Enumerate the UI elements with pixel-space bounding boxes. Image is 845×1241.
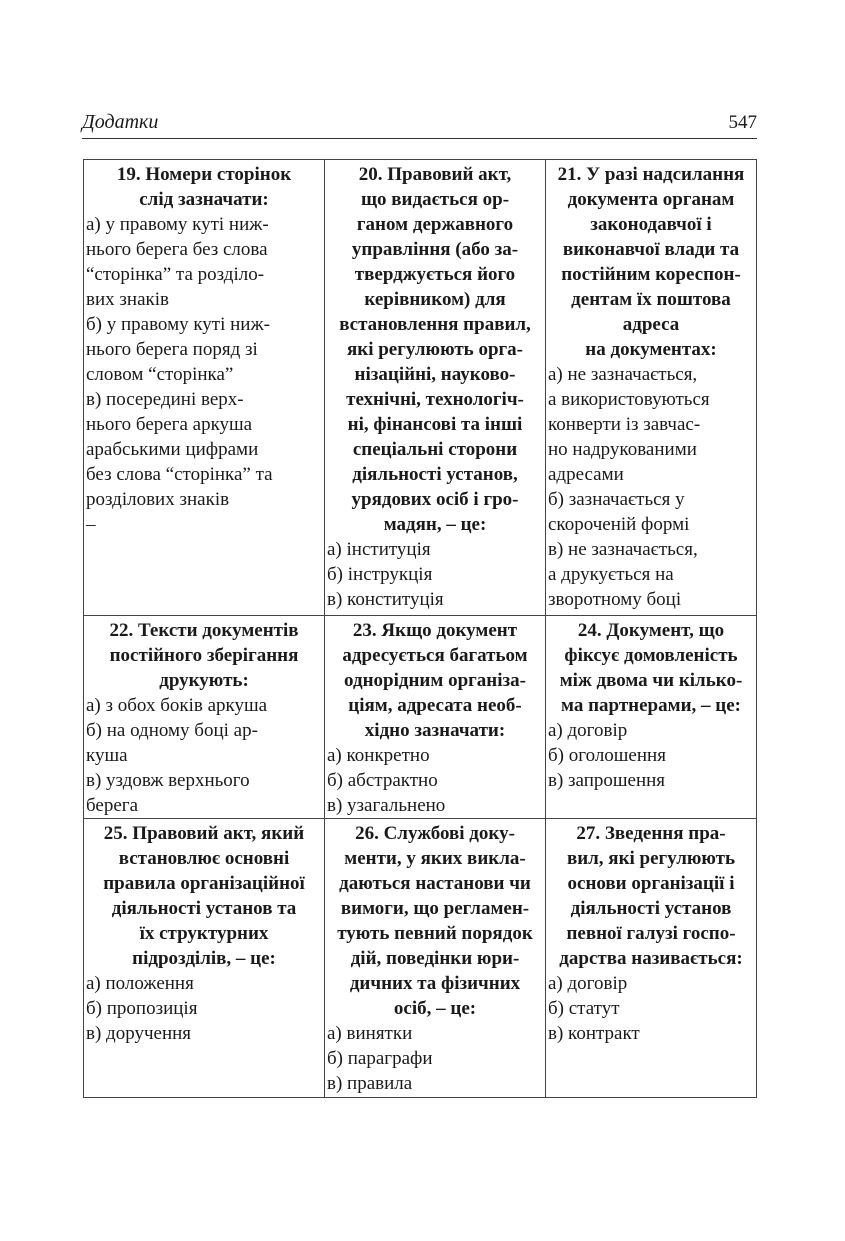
answer-option-line: берега xyxy=(86,795,139,816)
question-text xyxy=(548,618,754,718)
question-cell xyxy=(325,819,546,1098)
question-line: основи організації і xyxy=(567,873,735,894)
question-line: ганом державного xyxy=(356,214,514,235)
answer-option-line: вих знаків xyxy=(86,289,169,310)
question-line: 26. Службові доку- xyxy=(355,823,515,844)
question-line: нізаційні, науково- xyxy=(354,364,516,385)
question-text xyxy=(86,162,322,212)
answer-option-line: б) абстрактно xyxy=(327,770,438,791)
question-line: тверджується його xyxy=(354,264,516,285)
question-line: друкують: xyxy=(159,670,249,691)
question-line: діяльності установ, xyxy=(352,464,518,485)
question-line: на документах: xyxy=(585,339,717,360)
question-cell xyxy=(325,616,546,819)
question-line: законодавчої і xyxy=(590,214,712,235)
question-line: технічні, технологіч- xyxy=(346,389,524,410)
question-cell xyxy=(84,616,325,819)
answer-option-line: адресами xyxy=(548,464,624,485)
answer-option-line: а) договір xyxy=(548,973,628,994)
question-line: вимоги, що регламен- xyxy=(340,898,530,919)
answer-option-line: розділових знаків xyxy=(86,489,230,510)
question-line: правила організаційної xyxy=(103,873,305,894)
question-line: документа органам xyxy=(567,189,735,210)
answer-option-line: б) інструкція xyxy=(327,564,433,585)
question-line: 19. Номери сторінок xyxy=(116,164,292,185)
question-line: адреса xyxy=(622,314,680,335)
answer-option-line: в) посередині верх- xyxy=(86,389,244,410)
question-line: адресується багатьом xyxy=(342,645,528,666)
answer-option-line: в) запрошення xyxy=(548,770,666,791)
question-text xyxy=(327,618,543,743)
question-text xyxy=(327,821,543,1021)
question-line: ма партнерами, – це: xyxy=(561,695,741,716)
question-line: керівником) для xyxy=(364,289,506,310)
question-line: які регулюють орга- xyxy=(346,339,523,360)
quiz-table-body xyxy=(84,160,757,1098)
question-line: що видається ор- xyxy=(360,189,510,210)
answer-option-line: словом “сторінка” xyxy=(86,364,234,385)
table-row xyxy=(84,616,757,819)
question-line: мадян, – це: xyxy=(383,514,487,535)
question-line: дичних та фізичних xyxy=(349,973,521,994)
answer-option-line: б) на одному боці ар- xyxy=(86,720,258,741)
answer-option-line: нього берега поряд зі xyxy=(86,339,258,360)
question-cell xyxy=(325,160,546,616)
table-row xyxy=(84,160,757,616)
question-line: спеціальні сторони xyxy=(352,439,518,460)
question-line: дентам їх поштова xyxy=(571,289,731,310)
answer-option-line: скороченій формі xyxy=(548,514,690,535)
question-line: ні, фінансові та інші xyxy=(347,414,523,435)
question-line: дій, поведінки юри- xyxy=(350,948,520,969)
answer-option-line: куша xyxy=(86,745,128,766)
answer-option-line: б) у правому куті ниж- xyxy=(86,314,270,335)
question-line: встановлення правил, xyxy=(339,314,531,335)
question-line: 21. У разі надсилання xyxy=(557,164,745,185)
question-line: даються настанови чи xyxy=(339,873,531,894)
answer-option-line: а) не зазначається, xyxy=(548,364,698,385)
question-line: тують певний порядок xyxy=(337,923,533,944)
answer-option-line: а друкується на xyxy=(548,564,674,585)
question-line: певної галузі госпо- xyxy=(566,923,736,944)
answer-options xyxy=(548,362,754,612)
answer-option-line: нього берега аркуша xyxy=(86,414,253,435)
answer-option-line: в) уздовж верхнього xyxy=(86,770,250,791)
question-line: осіб, – це: xyxy=(393,998,477,1019)
question-line: 20. Правовий акт, xyxy=(358,164,512,185)
question-cell xyxy=(546,819,757,1098)
question-line: менти, у яких викла- xyxy=(344,848,526,869)
question-line: однорідним організа- xyxy=(344,670,526,691)
question-cell xyxy=(546,160,757,616)
answer-option-line: а) конкретно xyxy=(327,745,430,766)
question-line: дарства називається: xyxy=(559,948,743,969)
answer-option-line: без слова “сторінка” та xyxy=(86,464,273,485)
answer-option-line: в) контракт xyxy=(548,1023,640,1044)
answer-option-line: а) договір xyxy=(548,720,628,741)
question-line: 27. Зведення пра- xyxy=(576,823,726,844)
answer-option-line: б) оголошення xyxy=(548,745,666,766)
table-row xyxy=(84,819,757,1098)
answer-option-line: в) узагальнено xyxy=(327,795,446,816)
question-line: 24. Документ, що xyxy=(577,620,725,641)
answer-option-line: в) доручення xyxy=(86,1023,192,1044)
question-line: діяльності установ xyxy=(570,898,732,919)
question-text xyxy=(327,162,543,537)
question-cell xyxy=(84,160,325,616)
question-line: слід зазначати: xyxy=(139,189,269,210)
question-line: підрозділів, – це: xyxy=(132,948,276,969)
answer-option-line: а використовуються xyxy=(548,389,710,410)
question-cell xyxy=(84,819,325,1098)
page-number: 547 xyxy=(728,112,757,133)
trailing-mark: – xyxy=(86,514,96,535)
answer-options xyxy=(86,971,322,1046)
question-line: хідно зазначати: xyxy=(364,720,506,741)
answer-option-line: а) винятки xyxy=(327,1023,413,1044)
question-line: вил, які регулюють xyxy=(566,848,736,869)
question-cell xyxy=(546,616,757,819)
question-line: постійного зберігання xyxy=(109,645,299,666)
question-line: їх структурних xyxy=(139,923,269,944)
question-line: виконавчої влади та xyxy=(562,239,740,260)
question-line: 25. Правовий акт, який xyxy=(103,823,305,844)
question-line: ціям, адресата необ- xyxy=(348,695,522,716)
question-line: фіксує домовленість xyxy=(564,645,738,666)
answer-options xyxy=(86,693,322,818)
answer-option-line: в) правила xyxy=(327,1073,413,1094)
question-line: 22. Тексти документів xyxy=(109,620,299,641)
question-text xyxy=(548,821,754,971)
question-line: постійним кореспон- xyxy=(561,264,741,285)
answer-options xyxy=(548,971,754,1046)
answer-option-line: а) у правому куті ниж- xyxy=(86,214,269,235)
question-text xyxy=(86,618,322,693)
question-text xyxy=(548,162,754,362)
question-text xyxy=(86,821,322,971)
answer-options xyxy=(327,743,543,818)
answer-option-line: но надрукованими xyxy=(548,439,697,460)
question-line: діяльності установ та xyxy=(111,898,297,919)
running-head xyxy=(82,112,757,139)
answer-option-line: “сторінка” та розділо- xyxy=(86,264,265,285)
answer-option-line: в) конституція xyxy=(327,589,444,610)
question-line: встановлює основні xyxy=(118,848,290,869)
answer-option-line: а) інституція xyxy=(327,539,431,560)
answer-option-line: зворотному боці xyxy=(548,589,682,610)
answer-option-line: в) не зазначається, xyxy=(548,539,698,560)
section-title: Додатки xyxy=(82,111,159,133)
answer-option-line: а) положення xyxy=(86,973,194,994)
answer-options xyxy=(86,212,322,512)
answer-option-line: конверти із завчас- xyxy=(548,414,701,435)
answer-option-line: нього берега без слова xyxy=(86,239,268,260)
answer-options xyxy=(327,537,543,612)
answer-option-line: а) з обох боків аркуша xyxy=(86,695,268,716)
question-line: між двома чи кілько- xyxy=(559,670,743,691)
answer-option-line: б) статут xyxy=(548,998,620,1019)
question-line: управління (або за- xyxy=(351,239,519,260)
answer-option-line: б) зазначається у xyxy=(548,489,685,510)
question-line: 23. Якщо документ xyxy=(352,620,518,641)
quiz-table xyxy=(83,159,757,1098)
question-line: урядових осіб і гро- xyxy=(351,489,519,510)
answer-option-line: б) параграфи xyxy=(327,1048,433,1069)
answer-options xyxy=(327,1021,543,1096)
answer-option-line: б) пропозиція xyxy=(86,998,198,1019)
answer-options xyxy=(548,718,754,793)
answer-option-line: арабськими цифрами xyxy=(86,439,259,460)
